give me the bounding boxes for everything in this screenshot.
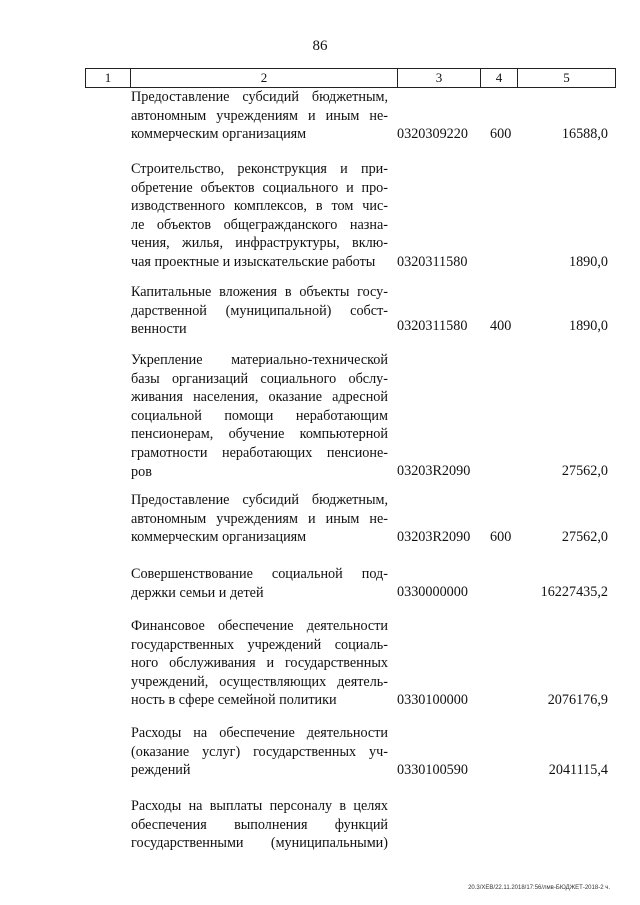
row-code: 0320311580 bbox=[397, 254, 468, 270]
header-col-5: 5 bbox=[518, 69, 616, 88]
desc-line: ного обслуживания и государственных bbox=[131, 655, 388, 672]
row-expense-type: 400 bbox=[490, 318, 512, 334]
row-description bbox=[131, 283, 388, 339]
desc-line: ров bbox=[131, 463, 152, 480]
desc-line: пенсионерам, обучение компьютерной bbox=[131, 426, 388, 443]
row-code: 03203R2090 bbox=[397, 463, 471, 479]
row-amount: 27562,0 bbox=[561, 529, 608, 545]
footer-print-stamp: 20.3/XEB/22.11.2018/17:56/лмв-БЮДЖЕТ-2018-2 ч. bbox=[468, 885, 610, 891]
desc-line: ле объектов общегражданского назна- bbox=[131, 216, 388, 233]
row-amount: 27562,0 bbox=[561, 463, 608, 479]
page-number: 86 bbox=[312, 38, 328, 54]
desc-line: живания населения, оказание адресной bbox=[131, 389, 388, 406]
table-header bbox=[85, 68, 616, 88]
header-col-2: 2 bbox=[131, 69, 398, 88]
row-description bbox=[131, 88, 388, 144]
row-code: 0330000000 bbox=[397, 584, 468, 600]
header-col-1: 1 bbox=[86, 69, 131, 88]
desc-line: венности bbox=[131, 321, 187, 338]
row-amount: 16227435,2 bbox=[540, 584, 608, 600]
desc-line: Строительство, реконструкция и при- bbox=[131, 161, 388, 177]
desc-line: реждений bbox=[131, 762, 191, 779]
row-code: 0330100000 bbox=[397, 692, 468, 708]
row-description bbox=[131, 160, 388, 272]
desc-line: ность в сфере семейной политики bbox=[131, 692, 337, 709]
desc-line: Предоставление субсидий бюджетным, bbox=[131, 89, 388, 105]
row-description bbox=[131, 797, 388, 853]
desc-line: социальной помощи неработающим bbox=[131, 407, 388, 424]
row-amount: 16588,0 bbox=[561, 126, 608, 142]
desc-line: обретение объектов социального и про- bbox=[131, 179, 388, 196]
desc-line: Совершенствование социальной под- bbox=[131, 566, 388, 582]
row-code: 0330100590 bbox=[397, 762, 468, 778]
desc-line: автономным учреждениям и иным не- bbox=[131, 510, 388, 527]
row-description bbox=[131, 565, 388, 602]
desc-line: Финансовое обеспечение деятельности bbox=[131, 618, 388, 634]
row-amount: 1890,0 bbox=[568, 318, 608, 334]
desc-line: Расходы на выплаты персоналу в целях bbox=[131, 798, 388, 814]
row-description bbox=[131, 351, 388, 481]
desc-line: (оказание услуг) государственных уч- bbox=[131, 743, 388, 760]
desc-line: чения, жилья, инфраструктуры, вклю- bbox=[131, 235, 388, 252]
row-amount: 2076176,9 bbox=[547, 692, 608, 708]
header-col-3: 3 bbox=[398, 69, 481, 88]
desc-line: коммерческим организациям bbox=[131, 126, 307, 143]
row-amount: 2041115,4 bbox=[548, 762, 608, 778]
desc-line: государственных учреждений социаль- bbox=[131, 636, 388, 653]
desc-line: чая проектные и изыскательские работы bbox=[131, 253, 376, 270]
row-amount: 1890,0 bbox=[568, 254, 608, 270]
row-description bbox=[131, 724, 388, 780]
desc-line: учреждений, осуществляющих деятель- bbox=[131, 673, 388, 690]
desc-line: коммерческим организациям bbox=[131, 529, 307, 546]
desc-line: Укрепление материально-технической bbox=[131, 352, 388, 368]
desc-line: Капитальные вложения в объекты госу- bbox=[131, 284, 388, 300]
desc-line: дарственной (муниципальной) собст- bbox=[131, 302, 388, 319]
desc-line: автономным учреждениям и иным не- bbox=[131, 107, 388, 124]
row-code: 0320311580 bbox=[397, 318, 468, 334]
header-col-4: 4 bbox=[481, 69, 518, 88]
row-expense-type: 600 bbox=[490, 529, 512, 545]
desc-line: государственными (муниципальными) bbox=[131, 835, 388, 852]
desc-line: Предоставление субсидий бюджетным, bbox=[131, 492, 388, 508]
row-code: 03203R2090 bbox=[397, 529, 471, 545]
row-expense-type: 600 bbox=[490, 126, 512, 142]
desc-line: изводственного комплексов, в том чис- bbox=[131, 198, 388, 215]
row-description bbox=[131, 491, 388, 547]
desc-line: грамотности неработающих пенсионе- bbox=[131, 444, 388, 461]
row-code: 0320309220 bbox=[397, 126, 468, 142]
desc-line: держки семьи и детей bbox=[131, 584, 264, 601]
desc-line: обеспечения выполнения функций bbox=[131, 816, 388, 833]
row-description bbox=[131, 617, 388, 710]
desc-line: Расходы на обеспечение деятельности bbox=[131, 725, 388, 741]
desc-line: базы организаций социального обслу- bbox=[131, 370, 388, 387]
